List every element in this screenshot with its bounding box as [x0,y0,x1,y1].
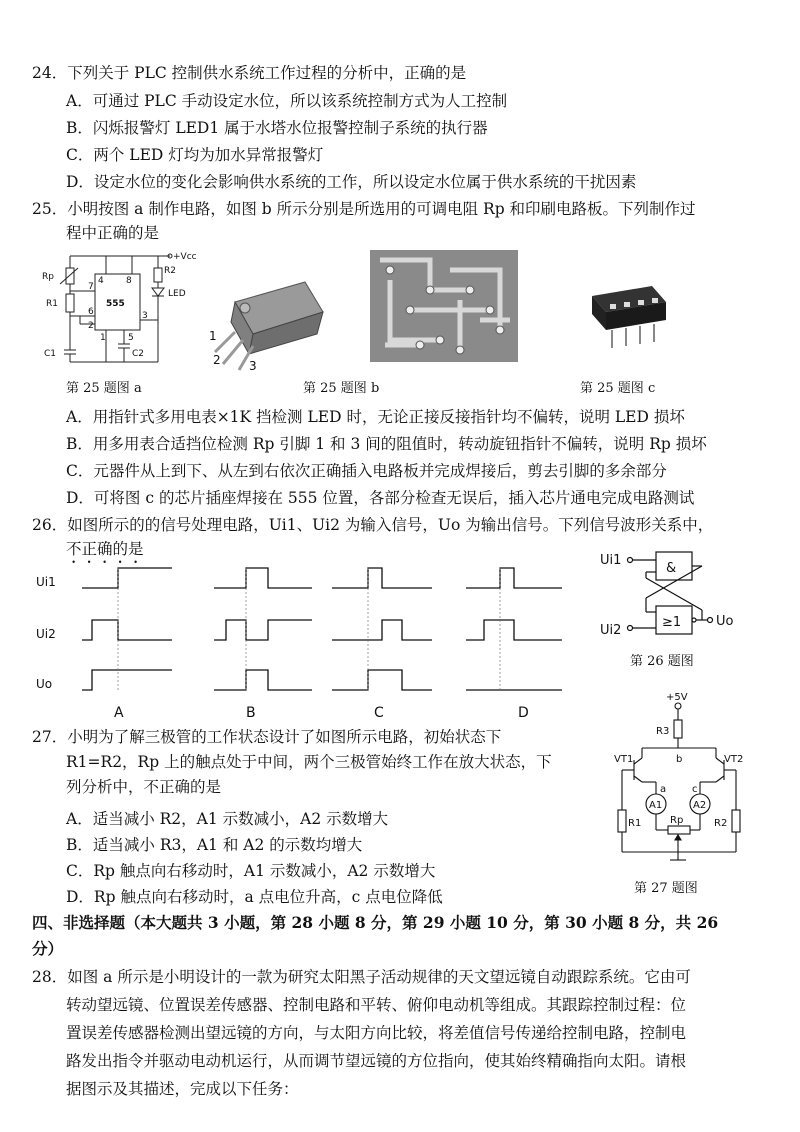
q26-waveforms [32,560,592,720]
q24-option-b: B．闪烁报警灯 LED1 属于水塔水位报警控制子系统的执行器 [66,119,488,137]
fig26-caption: 第 26 题图 [630,654,694,669]
and-gate-symbol: & [666,561,677,576]
q24-option-d: D．设定水位的变化会影响供水系统的工作，所以设定水位属于供水系统的干扰因素 [66,173,637,191]
or-gate-symbol: ≥1 [662,615,682,630]
q28-line4: 路发出指令并驱动电动机运行，从而调节望远镜的方位指向，使其始终精确指向太阳。请根 [66,1052,687,1070]
q27-stem-line1: 27．小明为了解三极管的工作状态设计了如图所示电路，初始状态下 [32,728,502,746]
potentiometer-image [205,272,335,372]
choice-d-letter: D [518,705,529,720]
fig25a-c2: C2 [132,349,145,359]
fig25c-caption: 第 25 题图 c [580,381,656,396]
q26-emphasis: 不正确的是 [66,540,144,558]
fig27-ammeter-a2: A2 [693,800,707,811]
fig27-vt1: VT1 [614,754,634,765]
fig27-r3: R3 [656,726,670,737]
section4-title-line1: 四、非选择题（本大题共 3 小题，第 28 小题 8 分，第 29 小题 10 分，第 30 小题 8 分，共 26 [32,913,719,932]
q25-option-d: D．可将图 c 的芯片插座焊接在 555 位置，各部分检查无误后，插入芯片通电完成电路测试 [66,489,695,507]
q25-option-c: C．元器件从上到下、从左到右依次正确插入电路板并完成焊接后，剪去引脚的多余部分 [66,462,667,480]
q28-line3: 置误差传感器检测出望远镜的方向，与太阳方向比较，将差值信号传递给控制电路，控制电 [66,1024,687,1042]
fig25a-r1: R1 [46,299,58,309]
q25-stem-line2: 程中正确的是 [66,224,160,242]
q28-line2: 转动望远镜、位置误差传感器、控制电路和平转、俯仰电动机等组成。其跟踪控制过程：位 [66,996,687,1014]
pot-pin-1: 1 [209,329,217,343]
fig27-r1: R1 [628,818,642,829]
fig26-logic-circuit [596,548,776,648]
fig25a-pin2: 2 [88,321,94,331]
fig25a-caption: 第 25 题图 a [66,381,142,396]
fig27-node-a: a [660,784,667,795]
q27-option-c: C．Rp 触点向右移动时，A1 示数减小，A2 示数增大 [66,862,436,880]
fig25a-555: 555 [106,299,125,309]
fig25a-led: LED [168,289,186,299]
fig27-caption: 第 27 题图 [634,881,698,896]
q26-stem-line1: 26．如图所示的的信号处理电路，Ui1、Ui2 为输入信号，Uo 为输出信号。下列信号波形关系中， [32,516,714,534]
fig25a-vcc: +Vcc [173,252,197,262]
q27-stem-line2: R1=R2，Rp 上的触点处于中间，两个三极管始终工作在放大状态，下 [66,753,552,771]
fig25b-caption: 第 25 题图 b [303,381,380,396]
q27-stem-line3: 列分析中，不正确的是 [66,778,222,796]
pot-pin-3: 3 [249,359,257,372]
fig25a-pin7: 7 [88,282,94,292]
fig25a-c1: C1 [44,349,57,359]
fig25a-pin4: 4 [98,276,104,286]
wave-label-ui1: Ui1 [36,575,56,589]
fig25a-pin5: 5 [128,333,134,343]
choice-b-letter: B [246,705,256,720]
gate-output-uo: Uo [716,614,734,629]
choice-a-letter: A [114,705,124,720]
fig27-node-c: c [692,784,698,795]
wave-label-ui2: Ui2 [36,627,56,641]
fig27-node-b: b [676,754,683,765]
q25-stem-line1: 25．小明按图 a 制作电路，如图 b 所示分别是所选用的可调电阻 Rp 和印刷电路板。下列制作过 [32,200,696,218]
fig27-vcc: +5V [666,692,688,703]
q25-option-a: A．用指针式多用电表×1K 挡检测 LED 时，无论正接反接指针均不偏转，说明 LED 损坏 [66,408,685,426]
ic-socket-image [582,276,672,356]
fig25a-pin8: 8 [126,276,132,286]
fig27-transistor-circuit [612,690,752,872]
gate-input-ui1: Ui1 [600,553,622,568]
q27-option-a: A．适当减小 R2，A1 示数减小，A2 示数增大 [66,810,389,828]
fig25a-rp: Rp [42,272,54,282]
fig25a-pin1: 1 [100,333,106,343]
fig25a-pin6: 6 [88,307,94,317]
gate-input-ui2: Ui2 [600,623,622,638]
q24-option-c: C．两个 LED 灯均为加水异常报警灯 [66,146,324,164]
fig27-vt2: VT2 [724,754,744,765]
fig25a-circuit [40,246,205,368]
q27-option-d: D．Rp 触点向右移动时，a 点电位升高，c 点电位降低 [66,888,443,906]
fig25a-r2: R2 [164,266,176,276]
fig27-rp: Rp [670,815,684,826]
pot-pin-2: 2 [213,353,221,367]
q24-stem: 24．下列关于 PLC 控制供水系统工作过程的分析中，正确的是 [32,64,467,82]
section4-title-line2: 分） [32,939,64,958]
choice-c-letter: C [374,705,384,720]
q25-option-b: B．用多用表合适挡位检测 Rp 引脚 1 和 3 间的阻值时，转动旋钮指针不偏转，说明 Rp 损坏 [66,435,707,453]
q28-line1: 28．如图 a 所示是小明设计的一款为研究太阳黑子活动规律的天文望远镜自动跟踪系统。它由可 [32,968,691,986]
wave-label-uo: Uo [36,677,53,691]
fig27-r2: R2 [714,818,728,829]
fig25a-pin3: 3 [142,311,148,321]
q28-line5: 据图示及其描述，完成以下任务： [66,1080,299,1098]
q27-option-b: B．适当减小 R3，A1 和 A2 的示数均增大 [66,836,363,854]
pcb-image [370,250,518,362]
fig27-ammeter-a1: A1 [649,800,663,811]
q24-option-a: A．可通过 PLC 手动设定水位，所以该系统控制方式为人工控制 [66,92,508,110]
